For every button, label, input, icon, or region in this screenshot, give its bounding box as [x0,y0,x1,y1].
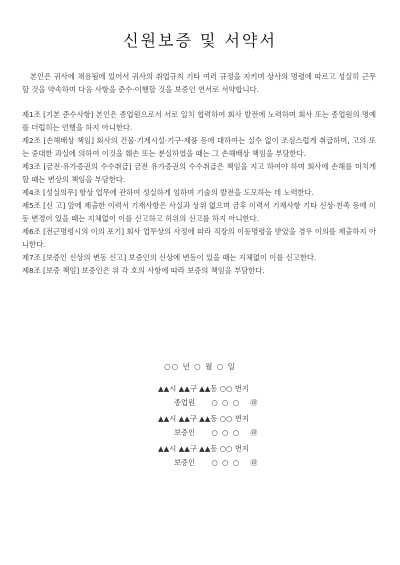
article-8: 제8조 [보증 책임] 보증인은 위 각 호의 사항에 따라 보증의 책임을 부담한다. [22,266,265,275]
document-title: 신원보증 및 서약서 [123,31,277,50]
seal-icon: ㊞ [250,459,258,467]
employee-name: ○ ○ ○ [211,398,241,407]
employee-address: ▲▲시 ▲▲구 ▲▲동 ○○ 번지 [158,384,249,393]
article-3: 제3조 [금전·유가증권의 수수취급] 금전 유가증권의 수수취급은 책임을 지고 하여야 하며 회사에 손해를 미치게 할 때는 변상의 책임을 부담한다. [22,162,376,184]
seal-icon: ㊞ [250,399,258,407]
article-6: 제6조 [전근명령시의 이의 포기] 회사 업무상의 사정에 따라 직장의 이동명령을 받았을 경우 이의를 제출하지 아니한다. [22,227,376,249]
article-5: 제5조 [신 고] 앞에 제출한 이력서 기재사항은 사실과 상위 없으며 금후 이력서 기재사항 기타 신상·친족 등에 이동 변경이 있을 때는 지체없이 이를 신고하고 허위의 신고를 하지 아니한다. [22,201,376,223]
article-4: 제4조 [성실의무] 항상 업무에 관하여 성실하게 임하며 기술의 발전을 도모하는 데 노력한다. [22,188,314,197]
article-7: 제7조 [보증인 신상의 변동 신고] 보증인의 신상에 변동이 있을 때는 지체없이 이를 신고한다. [22,253,317,262]
document-body [22,70,376,277]
document-date: ○○ 년 ○ 월 ○ 일 [164,362,236,371]
intro-paragraph: 본인은 귀사에 채용됨에 있어서 귀사의 취업규칙 기타 여러 규정을 지키며 상사의 명령에 따르고 성실히 근무할 것을 약속하며 다음 사항을 준수·이행할 것을 보증인 연서로 서약합니다. [22,72,376,94]
seal-icon: ㊞ [250,429,258,437]
article-1: 제1조 [기본 준수사항] 본인은 종업원으로서 서로 일치 협력하여 회사 발전에 노력하며 회사 또는 종업원의 명예를 더럽히는 언행을 하지 아니한다. [22,110,376,132]
guarantor-1-address: ▲▲시 ▲▲구 ▲▲동 ○○ 번지 [158,414,249,423]
employee-signature-line [174,398,257,408]
guarantor-2-signature-line [174,458,257,468]
guarantor-2-label: 보증인 [174,458,196,467]
guarantor-2-address: ▲▲시 ▲▲구 ▲▲동 ○○ 번지 [158,444,249,453]
article-2: 제2조 [손해배상 책임] 회사의 건물·기계시설·기구·제품 등에 대하여는 실수 없이 조심스럽게 취급하며, 고의 또는 중대한 과실에 의하여 이것을 훼손 또는 분실하였을 때는 그 손해배상 책임을 부담한다. [22,136,376,158]
employee-label: 종업원 [174,398,196,407]
guarantor-1-name: ○ ○ ○ [211,428,241,437]
guarantor-1-label: 보증인 [174,428,196,437]
guarantor-1-signature-line [174,428,257,438]
guarantor-2-name: ○ ○ ○ [211,458,241,467]
